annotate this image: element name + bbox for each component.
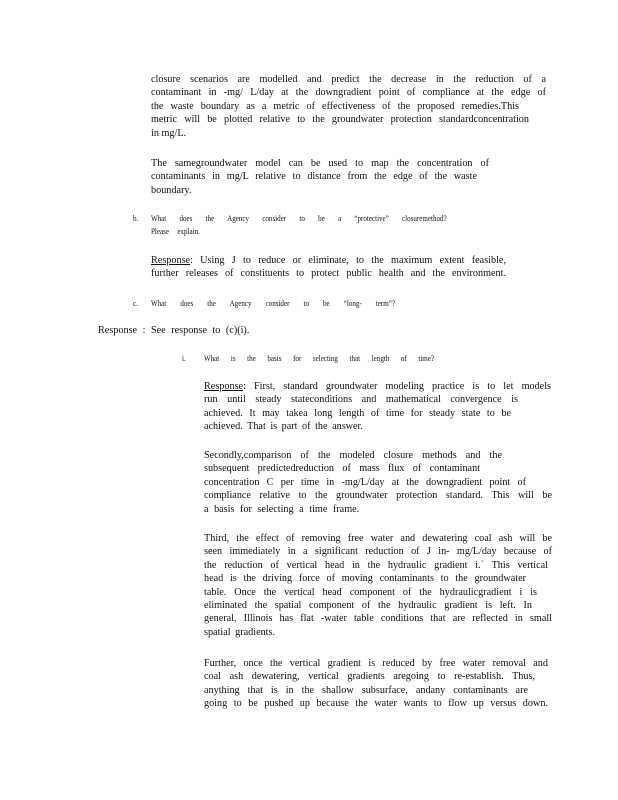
question-i-marker: i.	[182, 353, 186, 363]
text-line: the reduction of vertical head in the hydraulic gradient i.` This vertical	[204, 559, 548, 571]
text-line: subsequent predictedreduction of mass flux of contaminant	[204, 463, 480, 475]
response-label: Response	[151, 255, 191, 266]
text-line: What does the Agency consider to be “long- term”?	[151, 298, 395, 308]
text-line: a basis for selecting a time frame.	[204, 503, 360, 515]
text-line: run until steady stateconditions and mathematical convergence is	[204, 394, 518, 406]
response-b	[151, 254, 506, 281]
text-line: achieved. It may takea long length of time for steady state to be	[204, 407, 511, 419]
response-text: : First, standard groundwater modeling practice is to let models	[243, 381, 551, 392]
text-line: Please explain.	[151, 226, 200, 236]
question-b-marker: b.	[133, 213, 139, 223]
response-label: Response	[98, 325, 138, 336]
question-b	[151, 212, 467, 238]
text-line: head is the driving force of moving contaminants to the groundwater	[204, 573, 526, 585]
paragraph-groundwater-model	[151, 157, 489, 197]
text-line: metric will be plotted relative to the groundwater protection standardconcentration	[151, 114, 529, 126]
response-c	[98, 324, 398, 337]
question-c-marker: c.	[133, 298, 138, 308]
text-line: boundary.	[151, 184, 192, 196]
text-line: in mg/L.	[151, 127, 187, 139]
response-text: : See response to (c)(i).	[142, 325, 250, 336]
text-line: coal ash dewatering, vertical gradients aregoing to re-establish. Thus,	[204, 671, 535, 683]
text-line: Third, the effect of removing free water and dewatering coal ash will be	[204, 533, 552, 544]
response-i-paragraph-1	[204, 380, 551, 434]
response-text: : Using J to reduce or eliminate, to the maximum extent feasible,	[190, 255, 506, 266]
text-line: general, Illinois has flat -water table conditions that are reflected in small	[204, 613, 552, 625]
text-line: anything that is in the shallow subsurface, andany contaminants are	[204, 684, 528, 696]
text-line: achieved. That is part of the answer.	[204, 421, 363, 433]
text-line: the waste boundary as a metric of effectiveness of the proposed remedies.This	[151, 100, 519, 112]
text-line: Secondly,comparison of the modeled closure methods and the	[204, 450, 502, 461]
text-line	[204, 380, 551, 393]
text-line: seen immediately in a significant reduction of J in- mg/L/day because of	[204, 546, 552, 558]
response-label: Response	[204, 381, 244, 392]
question-i	[204, 352, 434, 365]
text-line: going to be pushed up because the water wants to flow up versus down.	[204, 698, 548, 710]
text-line: What does the Agency consider to be a “protective” closuremethod?	[151, 213, 447, 223]
text-line: closure scenarios are modelled and predict the decrease in the reduction of a	[151, 74, 546, 85]
response-i-paragraph-3	[204, 532, 552, 639]
text-line: eliminated the spatial component of the hydraulic gradient is left. In	[204, 600, 532, 612]
response-i-paragraph-4	[204, 657, 548, 711]
response-i-paragraph-2	[204, 449, 552, 516]
text-line: What is the basis for selecting that length of time?	[204, 353, 435, 363]
text-line: concentration C per time in -mg/L/day at the downgradient point of	[204, 476, 526, 488]
text-line: contaminants in mg/L relative to distance from the edge of the waste	[151, 171, 477, 183]
text-line	[98, 324, 398, 337]
text-line: The samegroundwater model can be used to map the concentration of	[151, 158, 489, 169]
text-line	[151, 254, 506, 267]
text-line: table. Once the vertical head component of the hydraulicgradient i is	[204, 586, 537, 598]
text-line: contaminant in -mg/ L/day at the downgradient point of compliance at the edge of	[151, 87, 546, 99]
text-line: further releases of constituents to protect public health and the environment.	[151, 268, 506, 280]
text-line: spatial gradients.	[204, 626, 276, 638]
paragraph-closure-scenarios	[151, 73, 546, 140]
text-line: Further, once the vertical gradient is reduced by free water removal and	[204, 658, 548, 669]
text-line: compliance relative to the groundwater protection standard. This will be	[204, 490, 552, 502]
question-c	[151, 297, 395, 310]
